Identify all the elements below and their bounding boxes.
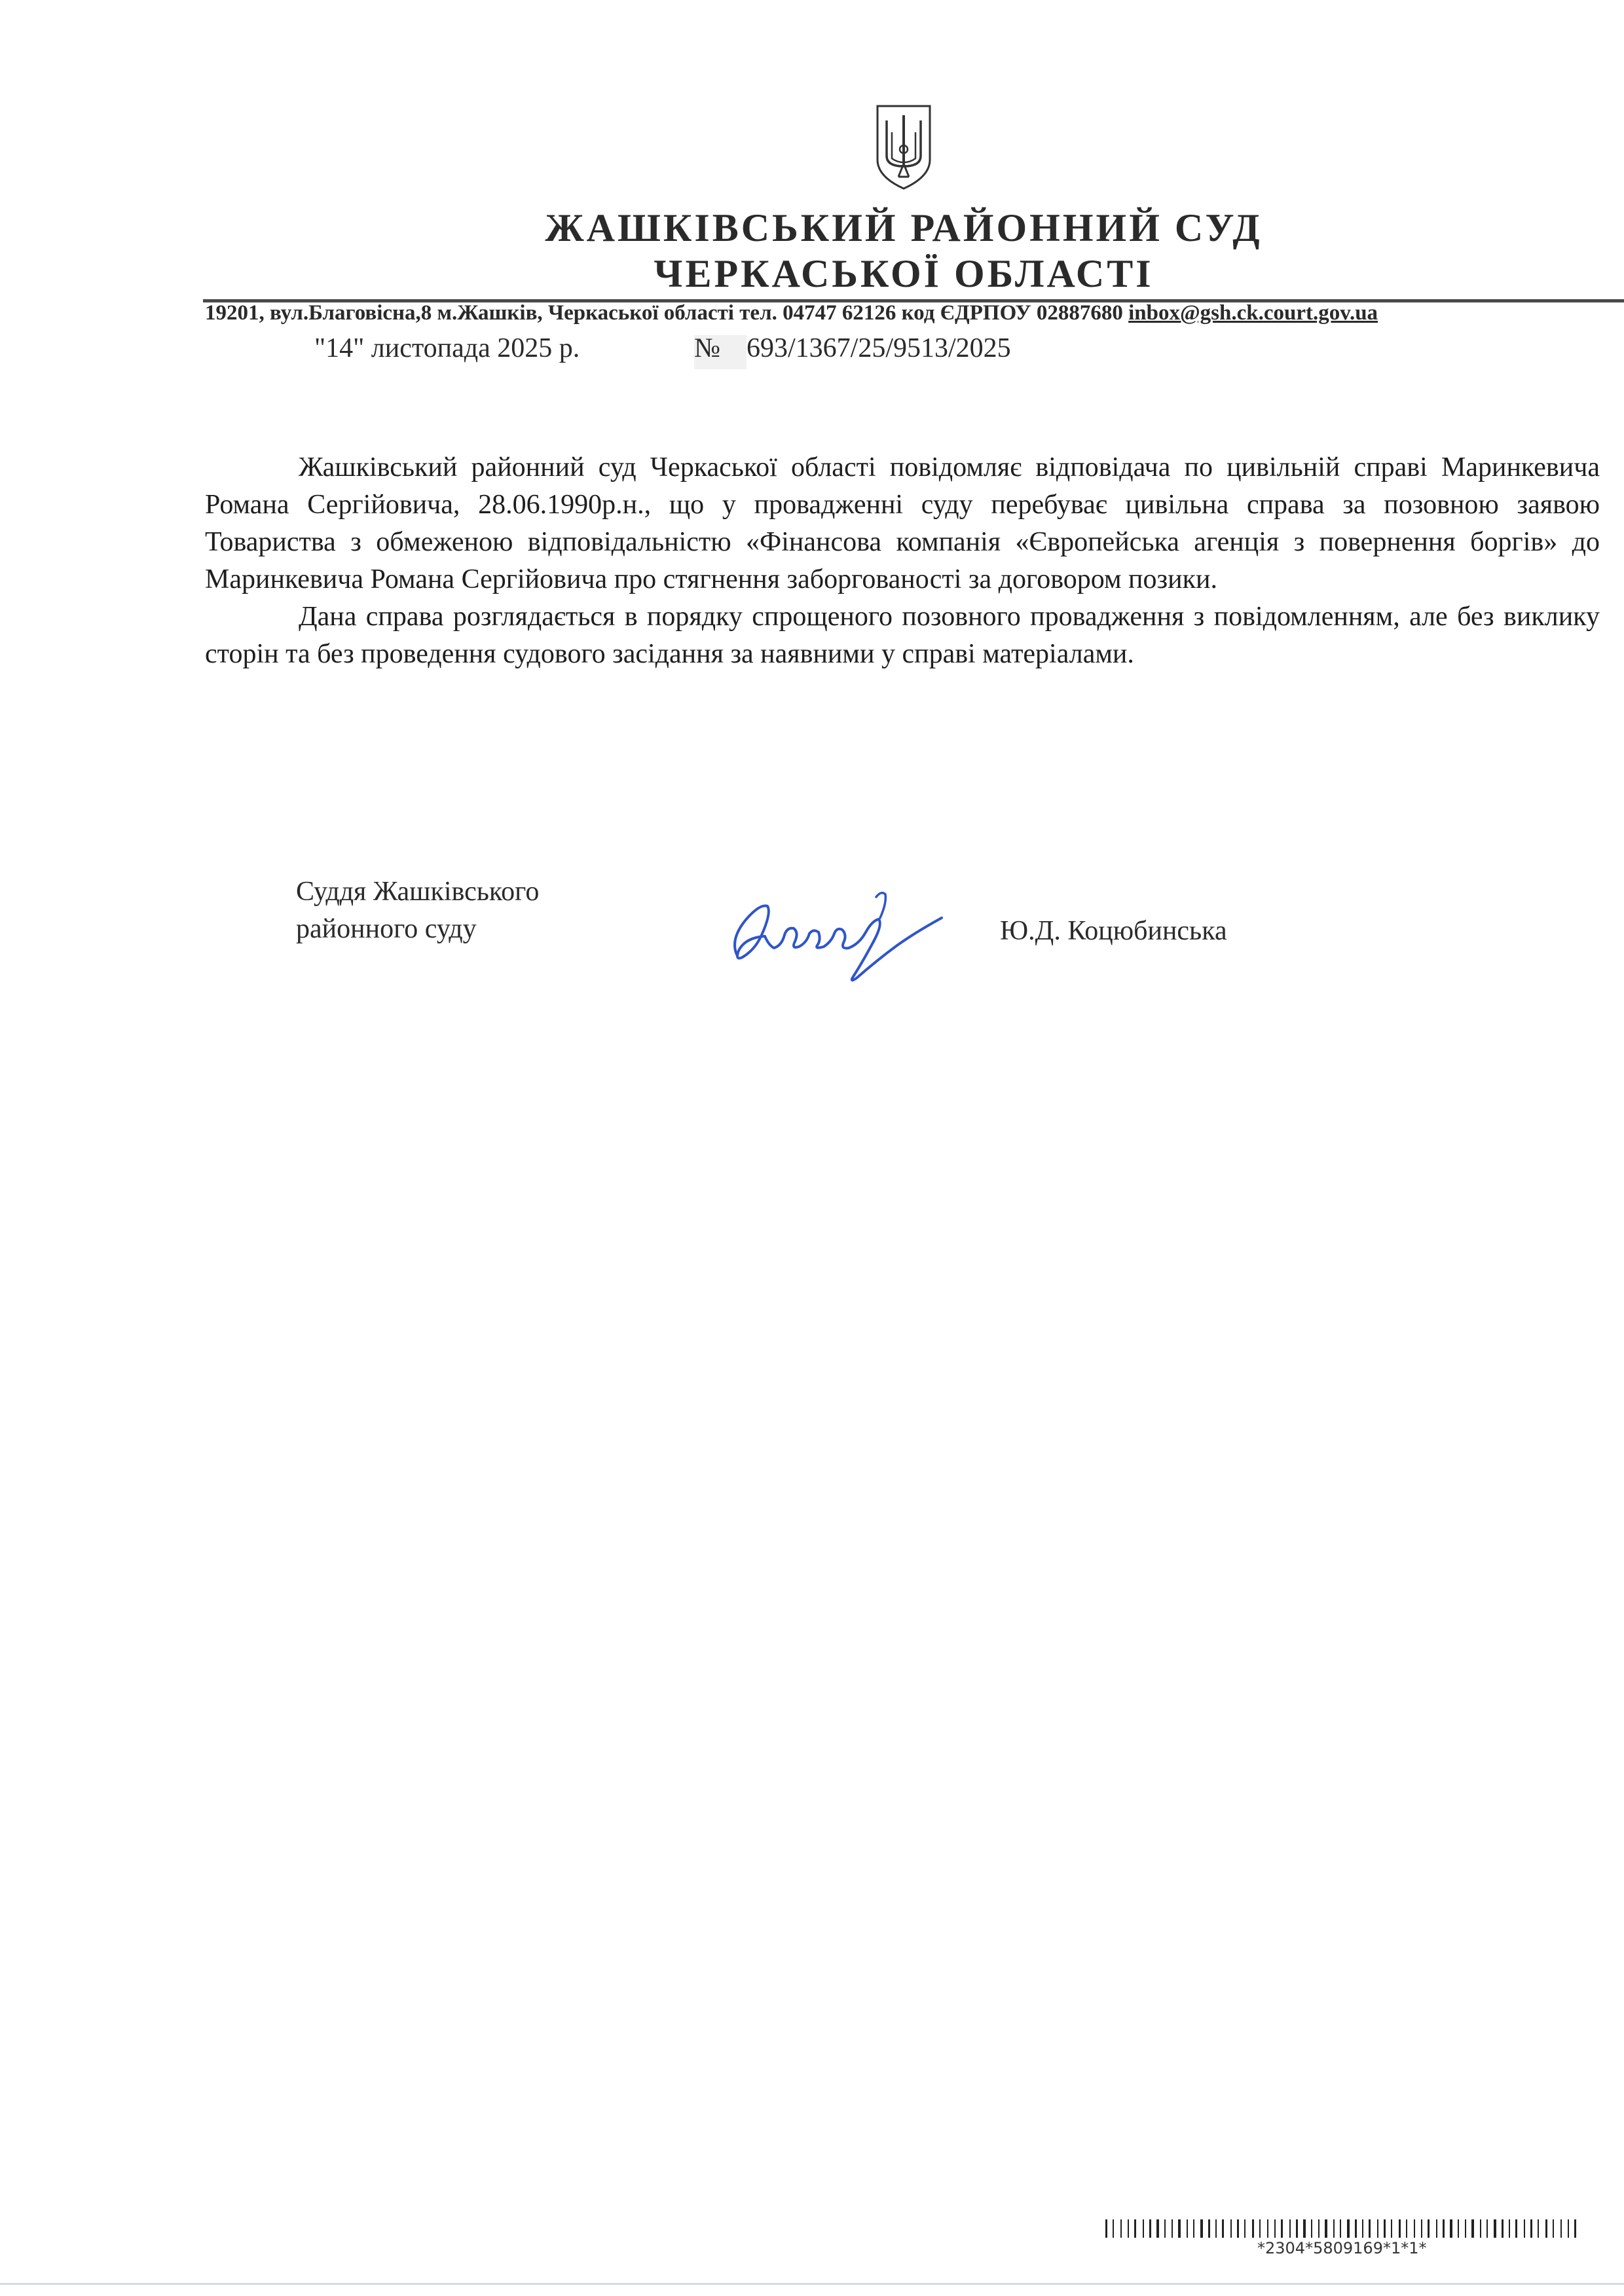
barcode-bar [1399, 2219, 1401, 2238]
barcode-bar [1568, 2219, 1569, 2238]
barcode-bar [1553, 2219, 1554, 2238]
barcode-bar [1134, 2219, 1136, 2238]
barcode-bar [1318, 2219, 1320, 2238]
barcode-bar [1362, 2219, 1363, 2238]
letter-date: "14" листопада 2025 р. [314, 333, 580, 363]
trident-emblem-icon [872, 103, 935, 191]
barcode-bar [1120, 2219, 1122, 2238]
bottom-scan-edge [0, 2283, 1624, 2285]
barcode-bar [1325, 2219, 1327, 2238]
barcode-bar [1436, 2219, 1437, 2238]
barcode-bar [1574, 2219, 1576, 2238]
court-name-line2: ЧЕРКАСЬКОЇ ОБЛАСТІ [654, 252, 1154, 295]
barcode-bar [1471, 2219, 1474, 2238]
judge-title [296, 873, 539, 948]
barcode-bar [1215, 2219, 1217, 2238]
barcode-bar [1458, 2219, 1459, 2238]
barcode-bar [1450, 2219, 1452, 2238]
barcode-bar [1347, 2219, 1350, 2238]
barcode-bar [1208, 2219, 1210, 2238]
barcode-bar [1355, 2219, 1357, 2238]
barcode-bar [1524, 2219, 1525, 2238]
barcode-bar [1377, 2219, 1378, 2238]
barcode-bar [1303, 2219, 1306, 2238]
barcode-bar [1252, 2219, 1254, 2238]
barcode-bar [1237, 2219, 1239, 2238]
dateline [314, 333, 1011, 364]
barcode-bar [1340, 2219, 1341, 2238]
barcode-bar [1333, 2219, 1335, 2238]
body-paragraph-1: Жашківський районний суд Черкаської області повідомляє відповідача по цивільній справі Маринкевича Романа Сергійовича, 28.06.1990р.н., що у провадженні суду перебуває цивільна справа за позовною заявою Товариства з обмеженою відповідальністю «Фінансова компанія «Європейська агенція з повернення боргів» до Маринкевича Романа Сергійовича про стягнення заборгованості за договором позики. [205, 452, 1600, 594]
barcode-bar [1296, 2219, 1298, 2238]
barcode-bar [1421, 2219, 1422, 2238]
barcode-bar [1465, 2219, 1466, 2238]
barcode-bar [1281, 2219, 1283, 2238]
letter-number: 693/1367/25/9513/2025 [747, 333, 1011, 363]
barcode-bar [1406, 2219, 1407, 2238]
number-sign: № [694, 333, 721, 363]
barcode-bar [1369, 2219, 1371, 2238]
judge-title-line2: районного суду [296, 914, 477, 944]
barcode-bar [1480, 2219, 1481, 2238]
barcode-bar [1156, 2219, 1159, 2238]
barcode-bar [1515, 2219, 1517, 2238]
barcode-bar [1545, 2219, 1547, 2238]
barcode-bar [1164, 2219, 1166, 2238]
barcode-bar [1311, 2219, 1312, 2238]
barcode-text: *2304*5809169*1*1* [1257, 2239, 1427, 2257]
barcode-bar [1274, 2219, 1276, 2238]
barcode-bar [1187, 2219, 1188, 2238]
barcode-bar [1149, 2219, 1151, 2238]
barcode-bar [1172, 2219, 1173, 2238]
barcode-bar [1128, 2219, 1129, 2238]
email-link[interactable]: inbox@gsh.ck.court.gov.ua [1128, 301, 1378, 325]
barcode-bar [1230, 2219, 1232, 2238]
barcode [1105, 2219, 1585, 2238]
barcode-bar [1384, 2219, 1386, 2238]
barcode-bar [1113, 2219, 1114, 2238]
barcode-bar [1509, 2219, 1510, 2238]
barcode-bar [1244, 2219, 1246, 2238]
barcode-bar [1443, 2219, 1445, 2238]
barcode-bar [1193, 2219, 1194, 2238]
judge-title-line1: Суддя Жашківського [296, 877, 540, 907]
contact-line [205, 301, 1378, 325]
barcode-bar [1289, 2219, 1291, 2238]
barcode-bar [1200, 2219, 1203, 2238]
barcode-bar [1105, 2219, 1107, 2238]
barcode-bar [1428, 2219, 1430, 2238]
contact-details: 19201, вул.Благовісна,8 м.Жашків, Черкаської області тел. 04747 62126 код ЄДРПОУ 02887680 [205, 301, 1129, 325]
handwritten-signature [726, 877, 948, 985]
barcode-bar [1414, 2219, 1415, 2238]
barcode-bar [1486, 2219, 1488, 2238]
barcode-bar [1259, 2219, 1261, 2238]
barcode-bar [1267, 2219, 1268, 2238]
barcode-bar [1502, 2219, 1504, 2238]
court-name-line1: ЖАШКІВСЬКИЙ РАЙОННИЙ СУД [545, 206, 1263, 249]
barcode-bar [1530, 2219, 1532, 2238]
letter-body [205, 449, 1600, 673]
barcode-bar [1538, 2219, 1539, 2238]
barcode-bar [1222, 2219, 1224, 2238]
barcode-bar [1560, 2219, 1562, 2238]
barcode-bar [1178, 2219, 1181, 2238]
barcode-bar [1494, 2219, 1496, 2238]
barcode-bar [1143, 2219, 1144, 2238]
judge-name: Ю.Д. Коцюбинська [1000, 916, 1227, 946]
body-paragraph-2: Дана справа розглядається в порядку спрощеного позовного провадження з повідомленням, але без виклику сторін та без проведення судового засідання за наявними у справі матеріалами. [205, 602, 1600, 669]
barcode-bar [1391, 2219, 1392, 2238]
